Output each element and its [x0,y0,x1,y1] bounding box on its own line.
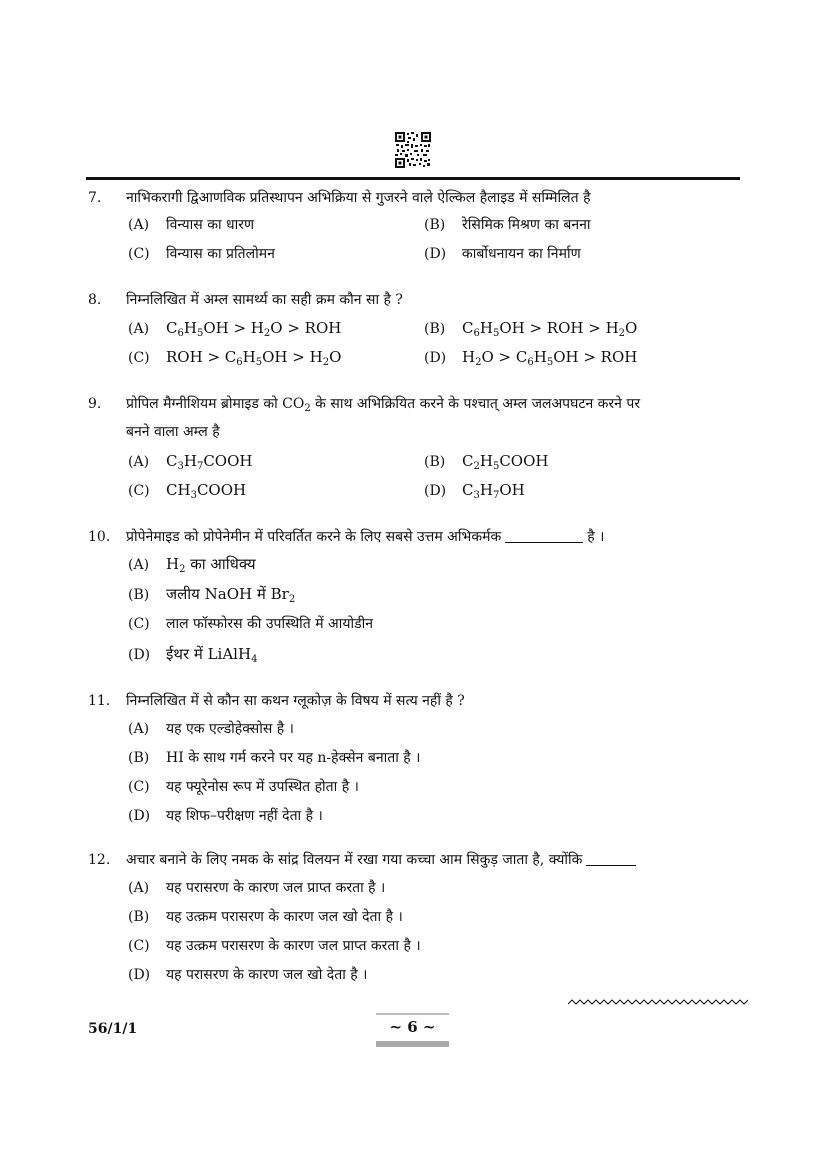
chem-formula: ROH > $C_6H_5OH > H_2O$ [166,348,342,368]
chem-formula: $H_2$ का आधिक्य [166,555,256,575]
option-d: (D) यह शिफ–परीक्षण नहीं देता है । [128,808,323,824]
option-c: (C) यह उत्क्रम परासरण के कारण जल प्राप्त करता है । [128,938,421,954]
header-rule [86,177,740,180]
option-b: (B) HI के साथ गर्म करने पर यह n-हेक्सेन बनाता है । [128,750,421,766]
option-c: (C) $CH_3COOH$ [128,481,247,501]
option-b: (B) $C_6H_5OH$ > ROH > $H_2O$ [424,319,638,339]
question-number: 9. [88,396,102,412]
option-a: (A) $C_3H_7COOH$ [128,452,253,472]
option-a: (A) विन्यास का धारण [128,217,255,233]
option-c: (C) यह फ्यूरेनोस रूप में उपस्थित होता है । [128,779,359,795]
option-a: (A) यह परासरण के कारण जल प्राप्त करता है । [128,880,386,896]
chem-formula: $C_3H_7COOH$ [166,452,253,472]
chem-formula: ईथर में LiAlH$_4$ [166,645,258,665]
question-text: प्रोपेनेमाइड को प्रोपेनेमीन में परिवर्तित करने के लिए सबसे उत्तम अभिकर्मक है । [126,529,605,545]
wavy-line-decoration [568,998,748,1010]
question-text: निम्नलिखित में से कौन सा कथन ग्लूकोज़ के विषय में सत्य नहीं है ? [126,693,465,709]
option-b: (B) यह उत्क्रम परासरण के कारण जल खो देता है । [128,909,403,925]
answer-blank [586,851,636,866]
chem-formula: $C_3H_7OH$ [462,481,525,501]
option-c: (C) लाल फॉस्फोरस की उपस्थिति में आयोडीन [128,616,373,632]
chem-formula: जलीय NaOH में $Br_2$ [166,585,296,605]
chem-formula: $C_6H_5OH > H_2O$ > ROH [166,319,342,339]
page-number: ~ 6 ~ [389,1018,436,1036]
page-number-rule-bottom [376,1041,449,1047]
option-d: (D) $H_2O > C_6H_5OH$ > ROH [424,348,638,368]
option-d: (D) $C_3H_7OH$ [424,481,525,501]
option-b: (B) रेसिमिक मिश्रण का बनना [424,217,591,233]
option-c: (C) ROH > $C_6H_5OH > H_2O$ [128,348,342,368]
question-number: 7. [88,190,102,206]
page-number-rule-top [376,1013,449,1015]
paper-code: 56/1/1 [88,1021,138,1037]
chem-formula: $C_6H_5OH$ > ROH > $H_2O$ [462,319,638,339]
option-a: (A) $H_2$ का आधिक्य [128,555,256,575]
question-text: निम्नलिखित में अम्ल सामर्थ्य का सही क्रम कौन सा है ? [126,292,403,308]
option-d: (D) यह परासरण के कारण जल खो देता है । [128,967,368,983]
qr-code-image [395,132,431,168]
chem-formula: $CH_3COOH$ [166,481,247,501]
question-number: 8. [88,292,102,308]
question-text: नाभिकरागी द्विआणविक प्रतिस्थापन अभिक्रिया से गुजरने वाले ऐल्किल हैलाइड में सम्मिलित है [126,190,591,206]
option-c: (C) विन्यास का प्रतिलोमन [128,246,275,262]
option-b: (B) $C_2H_5COOH$ [424,452,549,472]
chem-formula: $H_2O > C_6H_5OH$ > ROH [462,348,638,368]
question-number: 11. [88,693,111,709]
answer-blank [505,528,583,543]
chem-formula: $C_2H_5COOH$ [462,452,549,472]
option-d: (D) कार्बोधनायन का निर्माण [424,246,581,262]
option-a: (A) $C_6H_5OH > H_2O$ > ROH [128,319,342,339]
question-number: 12. [88,852,111,868]
option-a: (A) यह एक एल्डोहेक्सोस है । [128,721,294,737]
option-d: (D) ईथर में LiAlH$_4$ [128,645,258,665]
question-number: 10. [88,529,111,545]
question-text: प्रोपिल मैग्नीशियम ब्रोमाइड को $CO_2$ के साथ अभिक्रियित करने के पश्चात् अम्ल जलअपघटन करने पर [126,396,641,414]
question-text-line2: बनने वाला अम्ल है [126,424,220,440]
option-b: (B) जलीय NaOH में $Br_2$ [128,585,296,605]
question-text: अचार बनाने के लिए नमक के सांद्र विलयन में रखा गया कच्चा आम सिकुड़ जाता है, क्योंकि [126,848,636,872]
